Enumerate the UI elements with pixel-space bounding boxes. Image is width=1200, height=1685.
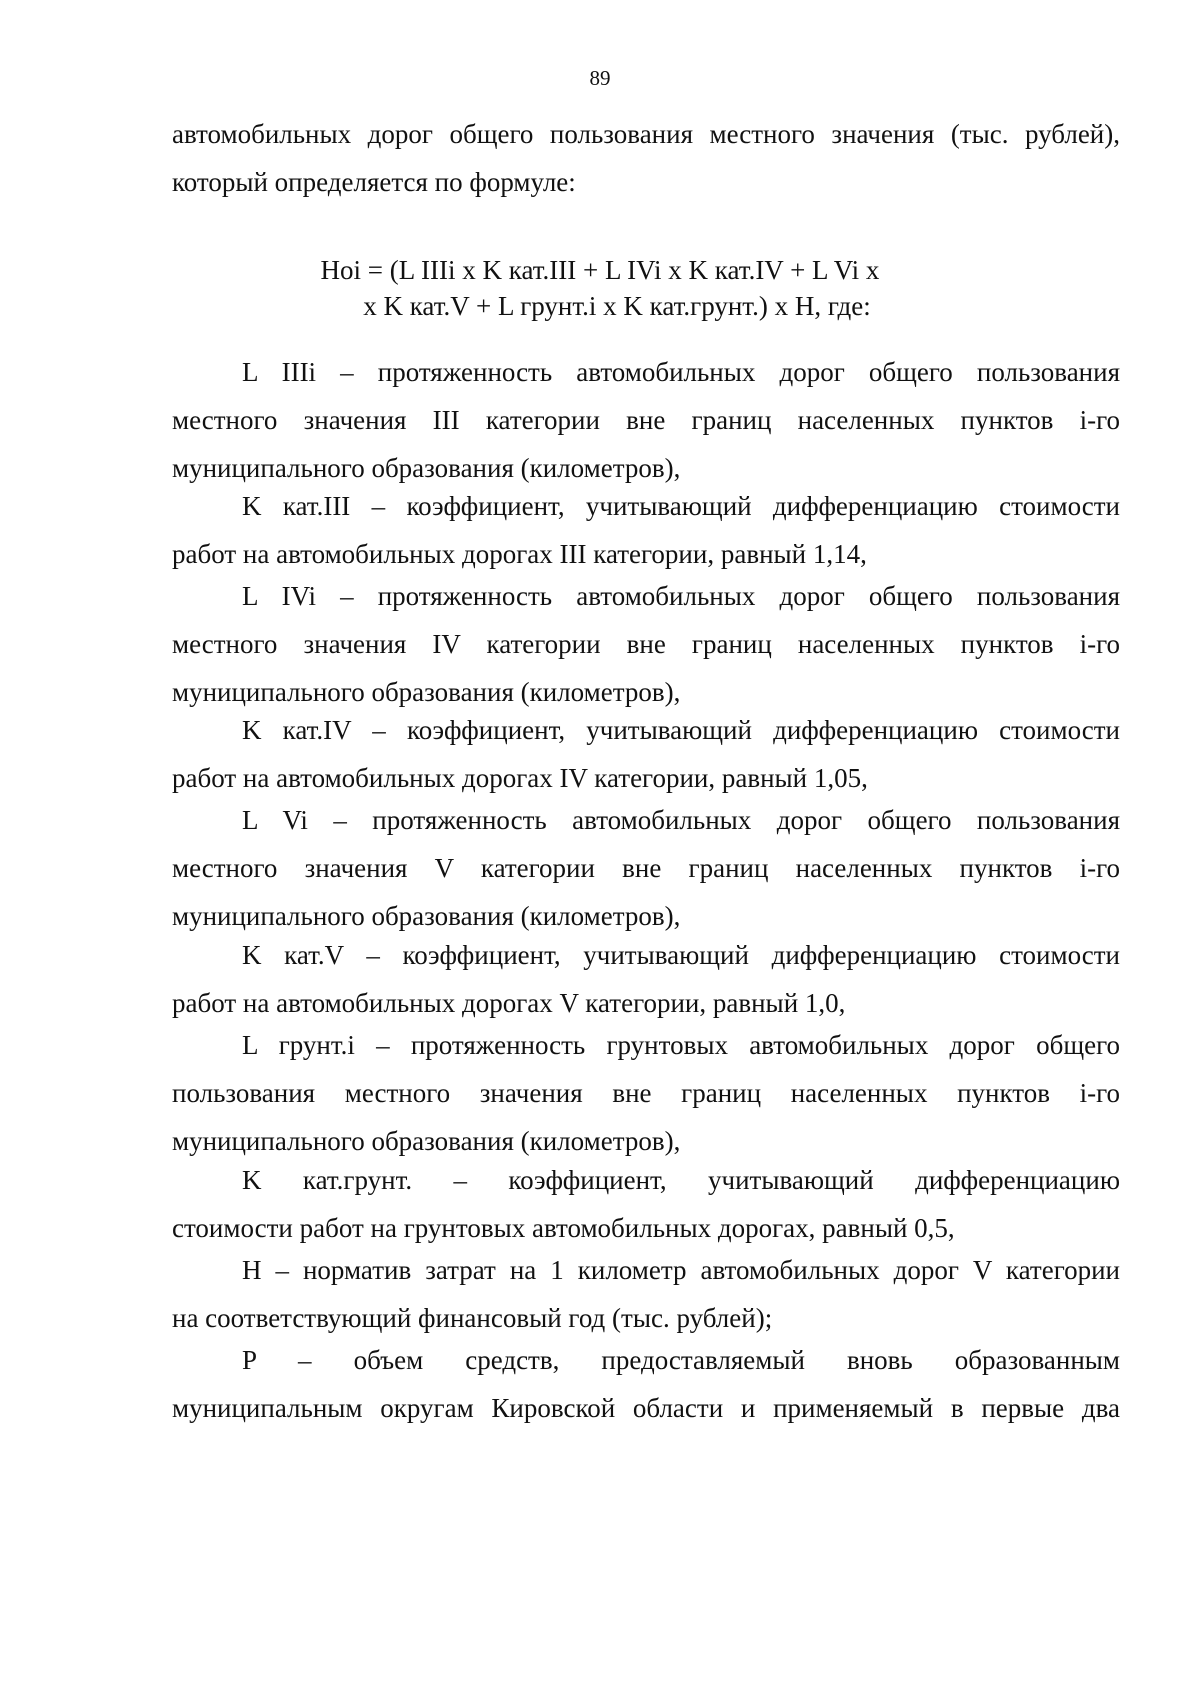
- definition-line: пользования местного значения вне границ населенных пунктов i-го: [172, 1078, 1120, 1108]
- formula-line: Hoi = (L IIIi x K кат.III + L IVi x K кат.IV + L Vi x: [320, 255, 880, 285]
- page-number: 89: [589, 66, 611, 90]
- definition-l-v: [172, 796, 1120, 940]
- definition-k-iii: [172, 482, 1120, 578]
- definition-line: местного значения IV категории вне границ населенных пунктов i-го: [172, 629, 1120, 659]
- definition-line: муниципальным округам Кировской области и применяемый в первые два: [172, 1393, 1120, 1423]
- definition-k-iv: [172, 706, 1120, 802]
- definition-line: K кат.III – коэффициент, учитывающий дифференциацию стоимости: [242, 491, 1120, 521]
- intro-line: который определяется по формуле:: [172, 167, 576, 197]
- definition-line: работ на автомобильных дорогах V категории, равный 1,0,: [172, 988, 846, 1018]
- intro-paragraph: [172, 110, 1120, 206]
- formula: [0, 252, 1200, 324]
- definition-line: на соответствующий финансовый год (тыс. рублей);: [172, 1303, 773, 1333]
- definition-line: муниципального образования (километров),: [172, 901, 681, 931]
- definition-l-grunt: [172, 1021, 1120, 1165]
- definition-line: L Vi – протяженность автомобильных дорог общего пользования: [242, 805, 1120, 835]
- definition-line: H – норматив затрат на 1 километр автомобильных дорог V категории: [242, 1255, 1120, 1285]
- intro-line: автомобильных дорог общего пользования местного значения (тыс. рублей),: [172, 119, 1120, 149]
- definition-line: муниципального образования (километров),: [172, 677, 681, 707]
- definition-k-v: [172, 931, 1120, 1027]
- definition-p: [172, 1336, 1120, 1432]
- definition-line: работ на автомобильных дорогах III категории, равный 1,14,: [172, 539, 867, 569]
- definition-line: L IVi – протяженность автомобильных дорог общего пользования: [242, 581, 1120, 611]
- definition-line: работ на автомобильных дорогах IV категории, равный 1,05,: [172, 763, 868, 793]
- definition-line: муниципального образования (километров),: [172, 453, 681, 483]
- definition-line: стоимости работ на грунтовых автомобильных дорогах, равный 0,5,: [172, 1213, 955, 1243]
- definition-line: K кат.V – коэффициент, учитывающий дифференциацию стоимости: [242, 940, 1120, 970]
- definition-line: местного значения III категории вне границ населенных пунктов i-го: [172, 405, 1120, 435]
- definition-line: L IIIi – протяженность автомобильных дорог общего пользования: [242, 357, 1120, 387]
- definition-line: местного значения V категории вне границ населенных пунктов i-го: [172, 853, 1120, 883]
- definition-h: [172, 1246, 1120, 1342]
- formula-line: x K кат.V + L грунт.i x K кат.грунт.) x H, где:: [363, 291, 871, 321]
- definition-line: P – объем средств, предоставляемый вновь образованным: [242, 1345, 1120, 1375]
- definition-line: K кат.грунт. – коэффициент, учитывающий дифференциацию: [242, 1165, 1120, 1195]
- definition-line: муниципального образования (километров),: [172, 1126, 681, 1156]
- definition-l-iii: [172, 348, 1120, 492]
- definition-k-grunt: [172, 1156, 1120, 1252]
- definition-line: L грунт.i – протяженность грунтовых автомобильных дорог общего: [242, 1030, 1120, 1060]
- definition-line: K кат.IV – коэффициент, учитывающий дифференциацию стоимости: [242, 715, 1120, 745]
- definition-l-iv: [172, 572, 1120, 716]
